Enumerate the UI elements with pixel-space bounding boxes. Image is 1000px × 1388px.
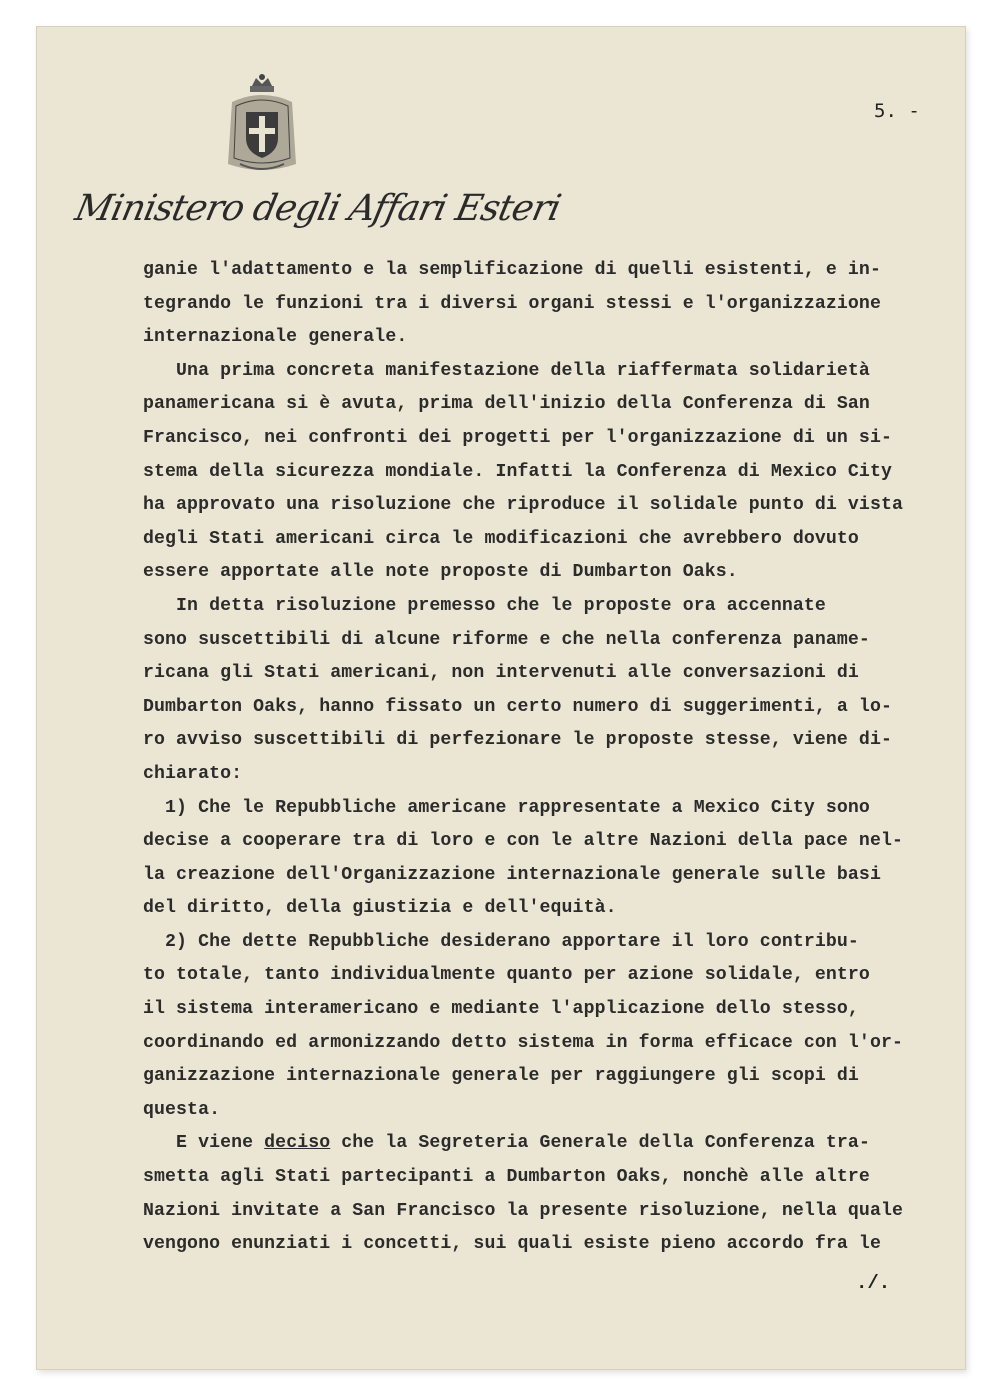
body-line: vengono enunziati i concetti, sui quali esiste pieno accordo fra le [143, 1234, 881, 1255]
body-line: smetta agli Stati partecipanti a Dumbarton Oaks, nonchè alle altre [143, 1167, 870, 1188]
ministry-letterhead: Ministero degli Affari Esteri [71, 188, 564, 229]
body-line: coordinando ed armonizzando detto sistema in forma efficace con l'or- [143, 1032, 903, 1053]
body-line-decision [143, 1127, 953, 1161]
decision-indent [143, 1133, 176, 1153]
continuation-mark: ./. [856, 1272, 891, 1294]
savoy-crest-icon [222, 72, 302, 180]
body-line: stema della sicurezza mondiale. Infatti la Conferenza di Mexico City [143, 461, 892, 482]
body-line: Nazioni invitate a San Francisco la presente risoluzione, nella quale [143, 1200, 903, 1221]
decision-post: che la Segreteria Generale della Conferenza tra- [330, 1133, 870, 1154]
body-line: degli Stati americani circa le modificazioni che avrebbero dovuto [143, 528, 859, 549]
body-line: Una prima concreta manifestazione della riaffermata solidarietà [143, 360, 870, 381]
body-line: il sistema interamericano e mediante l'applicazione dello stesso, [143, 999, 859, 1020]
body-line: panamericana si è avuta, prima dell'inizio della Conferenza di San [143, 394, 870, 415]
body-line: In detta risoluzione premesso che le proposte ora accennate [143, 595, 826, 616]
body-line: 1) Che le Repubbliche americane rappresentate a Mexico City sono [143, 797, 870, 818]
body-line: ganie l'adattamento e la semplificazione di quelli esistenti, e in- [143, 260, 881, 280]
page-number: 5. - [874, 100, 920, 122]
body-line: del diritto, della giustizia e dell'equità. [143, 898, 617, 919]
body-line: Dumbarton Oaks, hanno fissato un certo numero di suggerimenti, a lo- [143, 696, 892, 717]
body-line: questa. [143, 1099, 221, 1120]
body-line: ro avviso suscettibili di perfezionare le proposte stesse, viene di- [143, 730, 892, 751]
body-line: la creazione dell'Organizzazione internazionale generale sulle basi [143, 864, 881, 885]
body-line: chiarato: [143, 763, 243, 784]
body-line: sono suscettibili di alcune riforme e che nella conferenza paname- [143, 629, 870, 650]
document-page [36, 26, 966, 1370]
underlined-word: deciso [264, 1133, 331, 1154]
body-line: ganizzazione internazionale generale per raggiungere gli scopi di [143, 1066, 859, 1087]
body-line: 2) Che dette Repubbliche desiderano apportare il loro contribu- [143, 931, 859, 952]
body-line: tegrando le funzioni tra i diversi organi stessi e l'organizzazione [143, 293, 881, 314]
body-line: essere apportate alle note proposte di Dumbarton Oaks. [143, 562, 738, 583]
body-line: decise a cooperare tra di loro e con le altre Nazioni della pace nel- [143, 831, 903, 852]
body-line: internazionale generale. [143, 327, 408, 348]
body-line: ricana gli Stati americani, non intervenuti alle conversazioni di [143, 663, 859, 684]
decision-pre: E viene [176, 1133, 265, 1154]
body-line: Francisco, nei confronti dei progetti per l'organizzazione di un si- [143, 427, 892, 448]
body-line: to totale, tanto individualmente quanto per azione solidale, entro [143, 965, 870, 986]
body-line: ha approvato una risoluzione che riproduce il solidale punto di vista [143, 495, 903, 516]
letter-body [143, 254, 953, 1262]
